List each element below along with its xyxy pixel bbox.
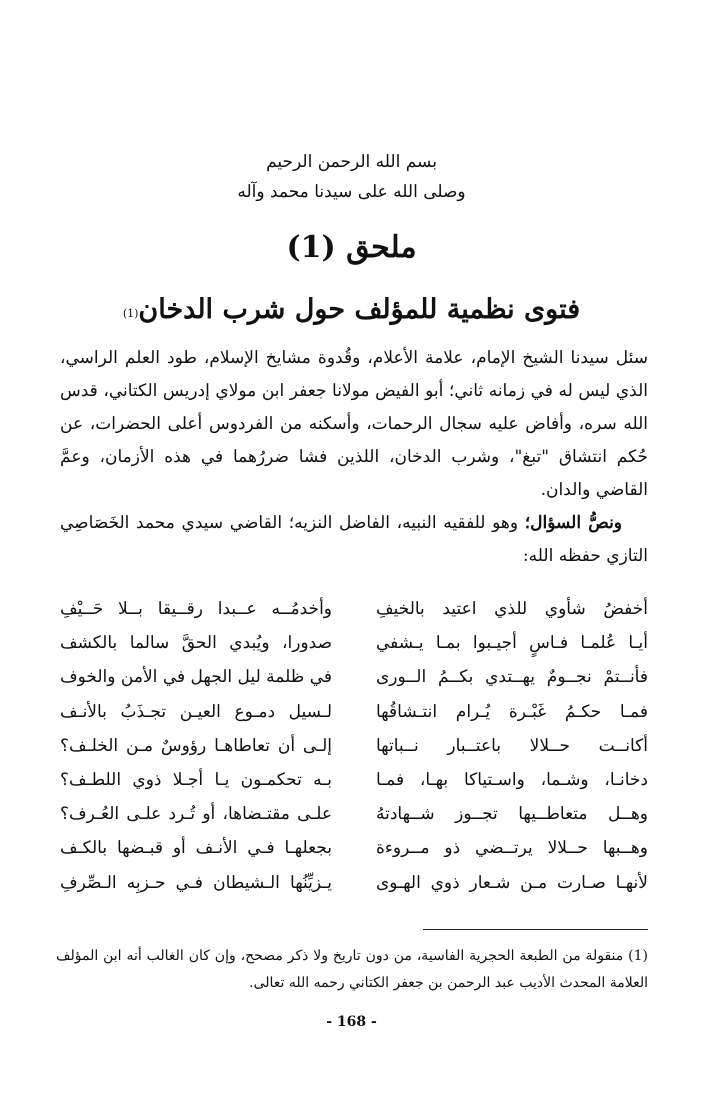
question-text: وهو للفقيه النبيه، الفاضل النزيه؛ القاضي سيدي محمد الخَصَاصِي التازي حفظه الله:: [60, 513, 648, 566]
verse-first-hemistich: فأنــتمْ نجــومٌ يهــتدي بكــمُ الــورى: [376, 667, 648, 688]
verse-first-hemistich: أخفضُ شأوي للذي اعتيد بالخيفِ: [376, 599, 648, 619]
footnote: [56, 943, 648, 997]
appendix-title: ملحق (1): [286, 230, 417, 265]
page-number: - 168 -: [326, 1014, 377, 1030]
verse-second-hemistich: بجعلهـا فـي الأنـف أو قبـضها بالكـف: [60, 838, 332, 859]
verse-first-hemistich: لأنهـا صـارت مـن شـعار ذوي الهـوى: [376, 872, 648, 893]
verse-first-hemistich: وهــبها حــلالا يرتــضي ذو مــروءة: [376, 838, 648, 859]
fatwa-title: [0, 290, 703, 330]
footnote-reference: (1): [122, 307, 139, 320]
basmala: [0, 147, 703, 207]
poem-verse: [60, 660, 648, 694]
verse-first-hemistich: أكانــت حــلالا باعتــبار نــباتها: [376, 735, 648, 756]
verse-second-hemistich: بـه تحكمـون يـا أجـلا ذوي اللطـف؟: [60, 769, 332, 790]
footnote-number: (1): [628, 948, 649, 964]
verse-first-hemistich: أيـا عُلمـا فـاسٍ أجيـبوا بمـا يـشفي: [376, 633, 648, 654]
basmala-line: بسم الله الرحمن الرحيم: [266, 152, 437, 172]
poem-verse: [60, 831, 648, 865]
verse-first-hemistich: دخانـا، وشـما، واسـتياكا بهـا، فمـا: [376, 769, 648, 790]
poem: [60, 592, 648, 900]
verse-first-hemistich: وهــل متعاطــيها تجــوز شــهادتهُ: [376, 804, 648, 825]
verse-second-hemistich: في ظلمة ليل الجهل في الأمن والخوف: [60, 667, 332, 688]
body-text: [60, 342, 648, 573]
poem-verse: [60, 729, 648, 763]
footnote-paragraph: [56, 943, 648, 997]
poem-verse: [60, 626, 648, 660]
footnote-separator: [423, 929, 648, 930]
question-paragraph: [60, 507, 648, 573]
verse-first-hemistich: فمـا حكـمُ غَبْـرة يُـرام انتـشاقُها: [376, 701, 648, 722]
poem-verse: [60, 695, 648, 729]
poem-verse: [60, 797, 648, 831]
salutation-line: وصلى الله على سيدنا محمد وآله: [237, 182, 466, 202]
verse-second-hemistich: وأخدمُــه عــبدا رقــيقا بــلا حَــيْفِ: [60, 599, 332, 619]
verse-second-hemistich: لـسيل دمـوع العيـن تجـذَبُ بالأنـف: [60, 701, 332, 722]
intro-paragraph: سئل سيدنا الشيخ الإمام، علامة الأعلام، وقُدوة مشايخ الإسلام، طود العلم الراسي، الذي ليس له في زمانه ثاني؛ أبو الفيض مولانا جعفر ابن مولاي إدريس الكتاني، قدس الله سره، وأفاض عليه سجال الرحمات، وأسكنه من الفردوس أعلى الحضرات، عن حُكم انتشاق "تبغ"، وشرب الدخان، اللذين فشا ضررُهما في هذه الأزمان، وعمَّ القاضي والدان.: [60, 348, 648, 500]
question-lead: ونصُّ السؤال؛: [524, 513, 623, 533]
fatwa-title-text: فتوى نظمية للمؤلف حول شرب الدخان: [138, 294, 581, 325]
verse-second-hemistich: صدورا، ويُبدي الحقَّ سالما بالكشف: [60, 633, 332, 654]
footnote-text: منقولة من الطبعة الحجرية الفاسية، من دون تاريخ ولا ذكر مصحح، وإن كان الغالب أنه ابن المؤلف العلامة المحدث الأديب عبد الرحمن بن جعفر الكتاني رحمه الله تعالى.: [56, 948, 648, 991]
verse-second-hemistich: علـى مقتـضاها، أو تُـرد علـى العُـرف؟: [60, 804, 332, 825]
poem-verse: [60, 763, 648, 797]
poem-verse: [60, 592, 648, 626]
verse-second-hemistich: يـزيِّنُها الـشيطان فـي حـزبِه الـصِّرفِ: [60, 872, 332, 893]
poem-verse: [60, 866, 648, 900]
verse-second-hemistich: إلـى أن تعاطاهـا رؤوسٌ مـن الخلـف؟: [60, 735, 332, 756]
